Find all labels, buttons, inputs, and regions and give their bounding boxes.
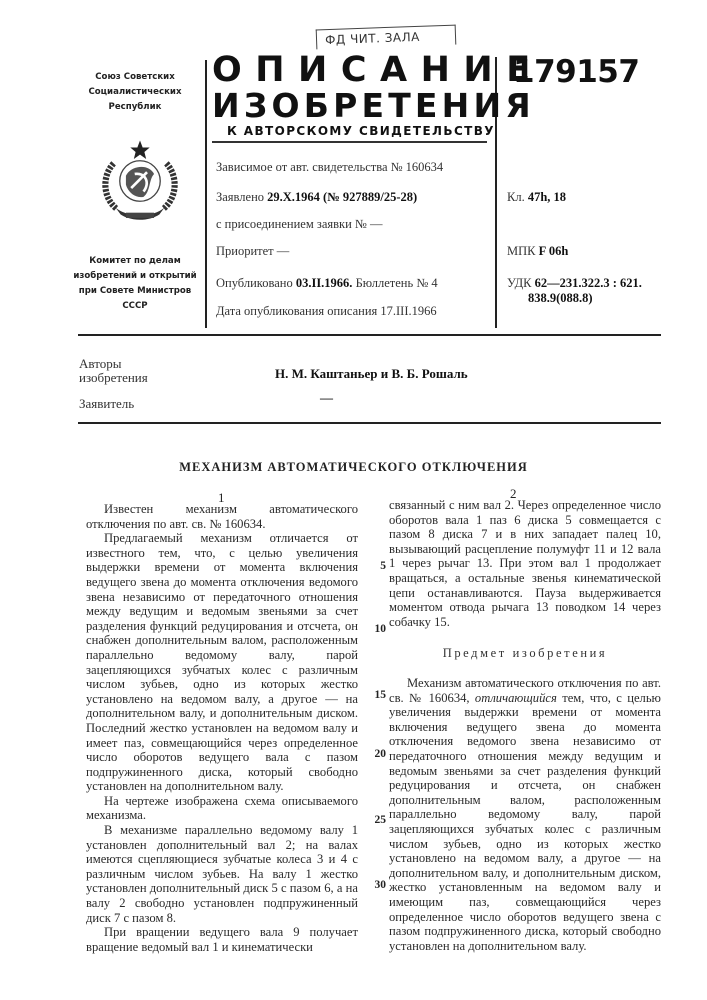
authors-label-line: Авторы: [79, 356, 122, 371]
paragraph: Предлагаемый механизм отличается от известного тем, что, с целью увеличения выдержки времени от момента включения ведущего звена до момента отключения ведомого звена независимо от передаточного отношения между ведущим и ведомым звеньями за счет разделения функций редуцирования и отсчета, он снабжен дополнительным валом, расположенным параллельно ведомому валу, парой зацепляющихся зубчатых колес с различным числом зубьев, одно из которых жестко установлено на ведомом валу, а другое — на дополнительном валу, и дополнительным диском. Последний жестко установлен на ведомом валу и имеет паз, совмещающийся через определенное число оборотов ведущего вала с пазом подпружиненного диска, который свободно установлен на дополнительном валу.: [86, 531, 358, 794]
description-publication-date: Дата опубликования описания 17.III.1966: [216, 304, 437, 318]
paragraph: Известен механизм автоматического отключения по авт. св. № 160634.: [86, 502, 358, 531]
issuing-committee: [60, 254, 210, 314]
patent-number: 179157: [513, 54, 640, 90]
claim-distinguishing: отличающийся: [474, 690, 557, 705]
priority: Приоритет —: [216, 244, 290, 258]
claim-lead: Механизм автоматического отключения по авт. св. № 160634,: [389, 676, 661, 705]
udk-value-cont: 838.9(088.8): [528, 291, 593, 305]
ussr-state-emblem-icon: [96, 137, 184, 225]
description-left-column: [86, 502, 358, 954]
applicant-label: Заявитель: [79, 396, 135, 411]
claim-paragraph: [389, 676, 661, 953]
doc-type-title-line2: ИЗОБРЕТЕНИЯ: [212, 86, 535, 125]
mpk-value: F 06h: [538, 244, 569, 258]
authors-label: [79, 357, 148, 385]
class-value: 47h, 18: [527, 190, 567, 204]
published-date: [216, 276, 438, 291]
vertical-divider-left: [205, 60, 207, 328]
udk-value: 62—231.322.3 : 621.: [534, 276, 642, 290]
mpk-class: [507, 244, 568, 259]
committee-line: изобретений и открытий: [73, 271, 197, 281]
udk-label: УДК: [507, 276, 532, 290]
udk-class: [507, 276, 642, 291]
org-line: Республик: [108, 102, 162, 112]
doc-type-title: ОПИСАНИЕ: [212, 50, 544, 90]
filed-value: 29.X.1964 (№ 927889/25-28): [267, 190, 418, 204]
committee-line: СССР: [122, 301, 148, 311]
line-number: 15: [374, 689, 386, 701]
issuing-state: [60, 70, 210, 115]
applicant-value: —: [320, 390, 333, 405]
patent-class: [507, 190, 566, 205]
attachment-application: с присоединением заявки № —: [216, 217, 383, 231]
horizontal-divider-top: [78, 334, 661, 336]
mpk-label: МПК: [507, 244, 536, 258]
line-number: 10: [374, 623, 386, 635]
claims-heading: Предмет изобретения: [442, 646, 608, 660]
filed-label: Заявлено: [216, 190, 265, 204]
horizontal-divider-bottom: [78, 422, 661, 424]
line-number: 5: [380, 560, 386, 572]
bulletin-number: Бюллетень № 4: [355, 276, 438, 290]
column-number-1: 1: [218, 490, 225, 505]
authors-label-line: изобретения: [79, 370, 148, 385]
org-line: Союз Советских: [95, 72, 175, 82]
claims-text: [389, 676, 661, 953]
committee-line: при Совете Министров: [78, 286, 192, 296]
claim-rest: тем, что, с целью увеличения выдержки времени от момента включения ведущего звена до момента отключения ведомого звена независимо от передаточного отношения между ведущим и ведомым звеньями за счет разделения функций редуцирования и отсчета, он снабжен дополнительным валом, расположенным параллельно ведомому валу, парой зацепляющихся зубчатых колес с различным числом зубьев, одно из которых жестко установлено на ведомом валу, а другое — на дополнительном валу, и дополнительным диском, жестко установленным на ведомом валу и имеющим паз, совмещающийся через определенное число оборотов ведущего звена с пазом подпружиненного диска, который свободно установлен на дополнительном валу.: [389, 690, 661, 953]
published-label: Опубликовано: [216, 276, 293, 290]
committee-line: Комитет по делам: [89, 256, 181, 266]
udk-class-cont: [528, 291, 593, 306]
line-number: 25: [374, 814, 386, 826]
doc-type-subtitle: К АВТОРСКОМУ СВИДЕТЕЛЬСТВУ: [227, 124, 495, 138]
paragraph: В механизме параллельно ведомому валу 1 установлен дополнительный вал 2; на валах имеются сцепляющиеся зубчатые колеса 3 и 4 с различным числом зубьев. На валу 1 жестко установлен дополнительный диск 5 с пазом 6, а на валу 2 свободно установлен подпружиненный диск 7 с пазом 8.: [86, 823, 358, 925]
authors-names: Н. М. Каштаньер и В. Б. Рошаль: [275, 366, 468, 381]
line-number: 30: [374, 879, 386, 891]
subtitle-underline: [212, 141, 487, 143]
paragraph: На чертеже изображена схема описываемого механизма.: [86, 793, 358, 823]
org-line: Социалистических: [88, 87, 182, 97]
paragraph: При вращении ведущего вала 9 получает вращение ведомый вал 1 и кинематически: [86, 925, 358, 954]
class-label: Кл.: [507, 190, 525, 204]
reading-room-stamp: ФД ЧИТ. ЗАЛА: [316, 25, 457, 50]
line-number: 20: [374, 748, 386, 760]
filed-date: [216, 190, 417, 205]
description-right-column: [389, 498, 661, 629]
dependent-certificate: Зависимое от авт. свидетельства № 160634: [216, 160, 444, 174]
published-value: 03.II.1966.: [295, 276, 353, 290]
invention-title: МЕХАНИЗМ АВТОМАТИЧЕСКОГО ОТКЛЮЧЕНИЯ: [179, 460, 528, 474]
column-number-2: 2: [510, 486, 517, 501]
paragraph: связанный с ним вал 2. Через определенное число оборотов вала 1 паз 6 диска 5 совмещается с пазом 8 диска 7 и в них западает палец 10, вызывающий расцепление полумуфт 11 и 12 вала 1 через рычаг 13. При этом вал 1 продолжает вращаться, а остальные звенья кинематической цепи останавливаются. Пауза выдерживается моментом отвода рычага 13 поводком 14 через собачку 15.: [389, 498, 661, 629]
